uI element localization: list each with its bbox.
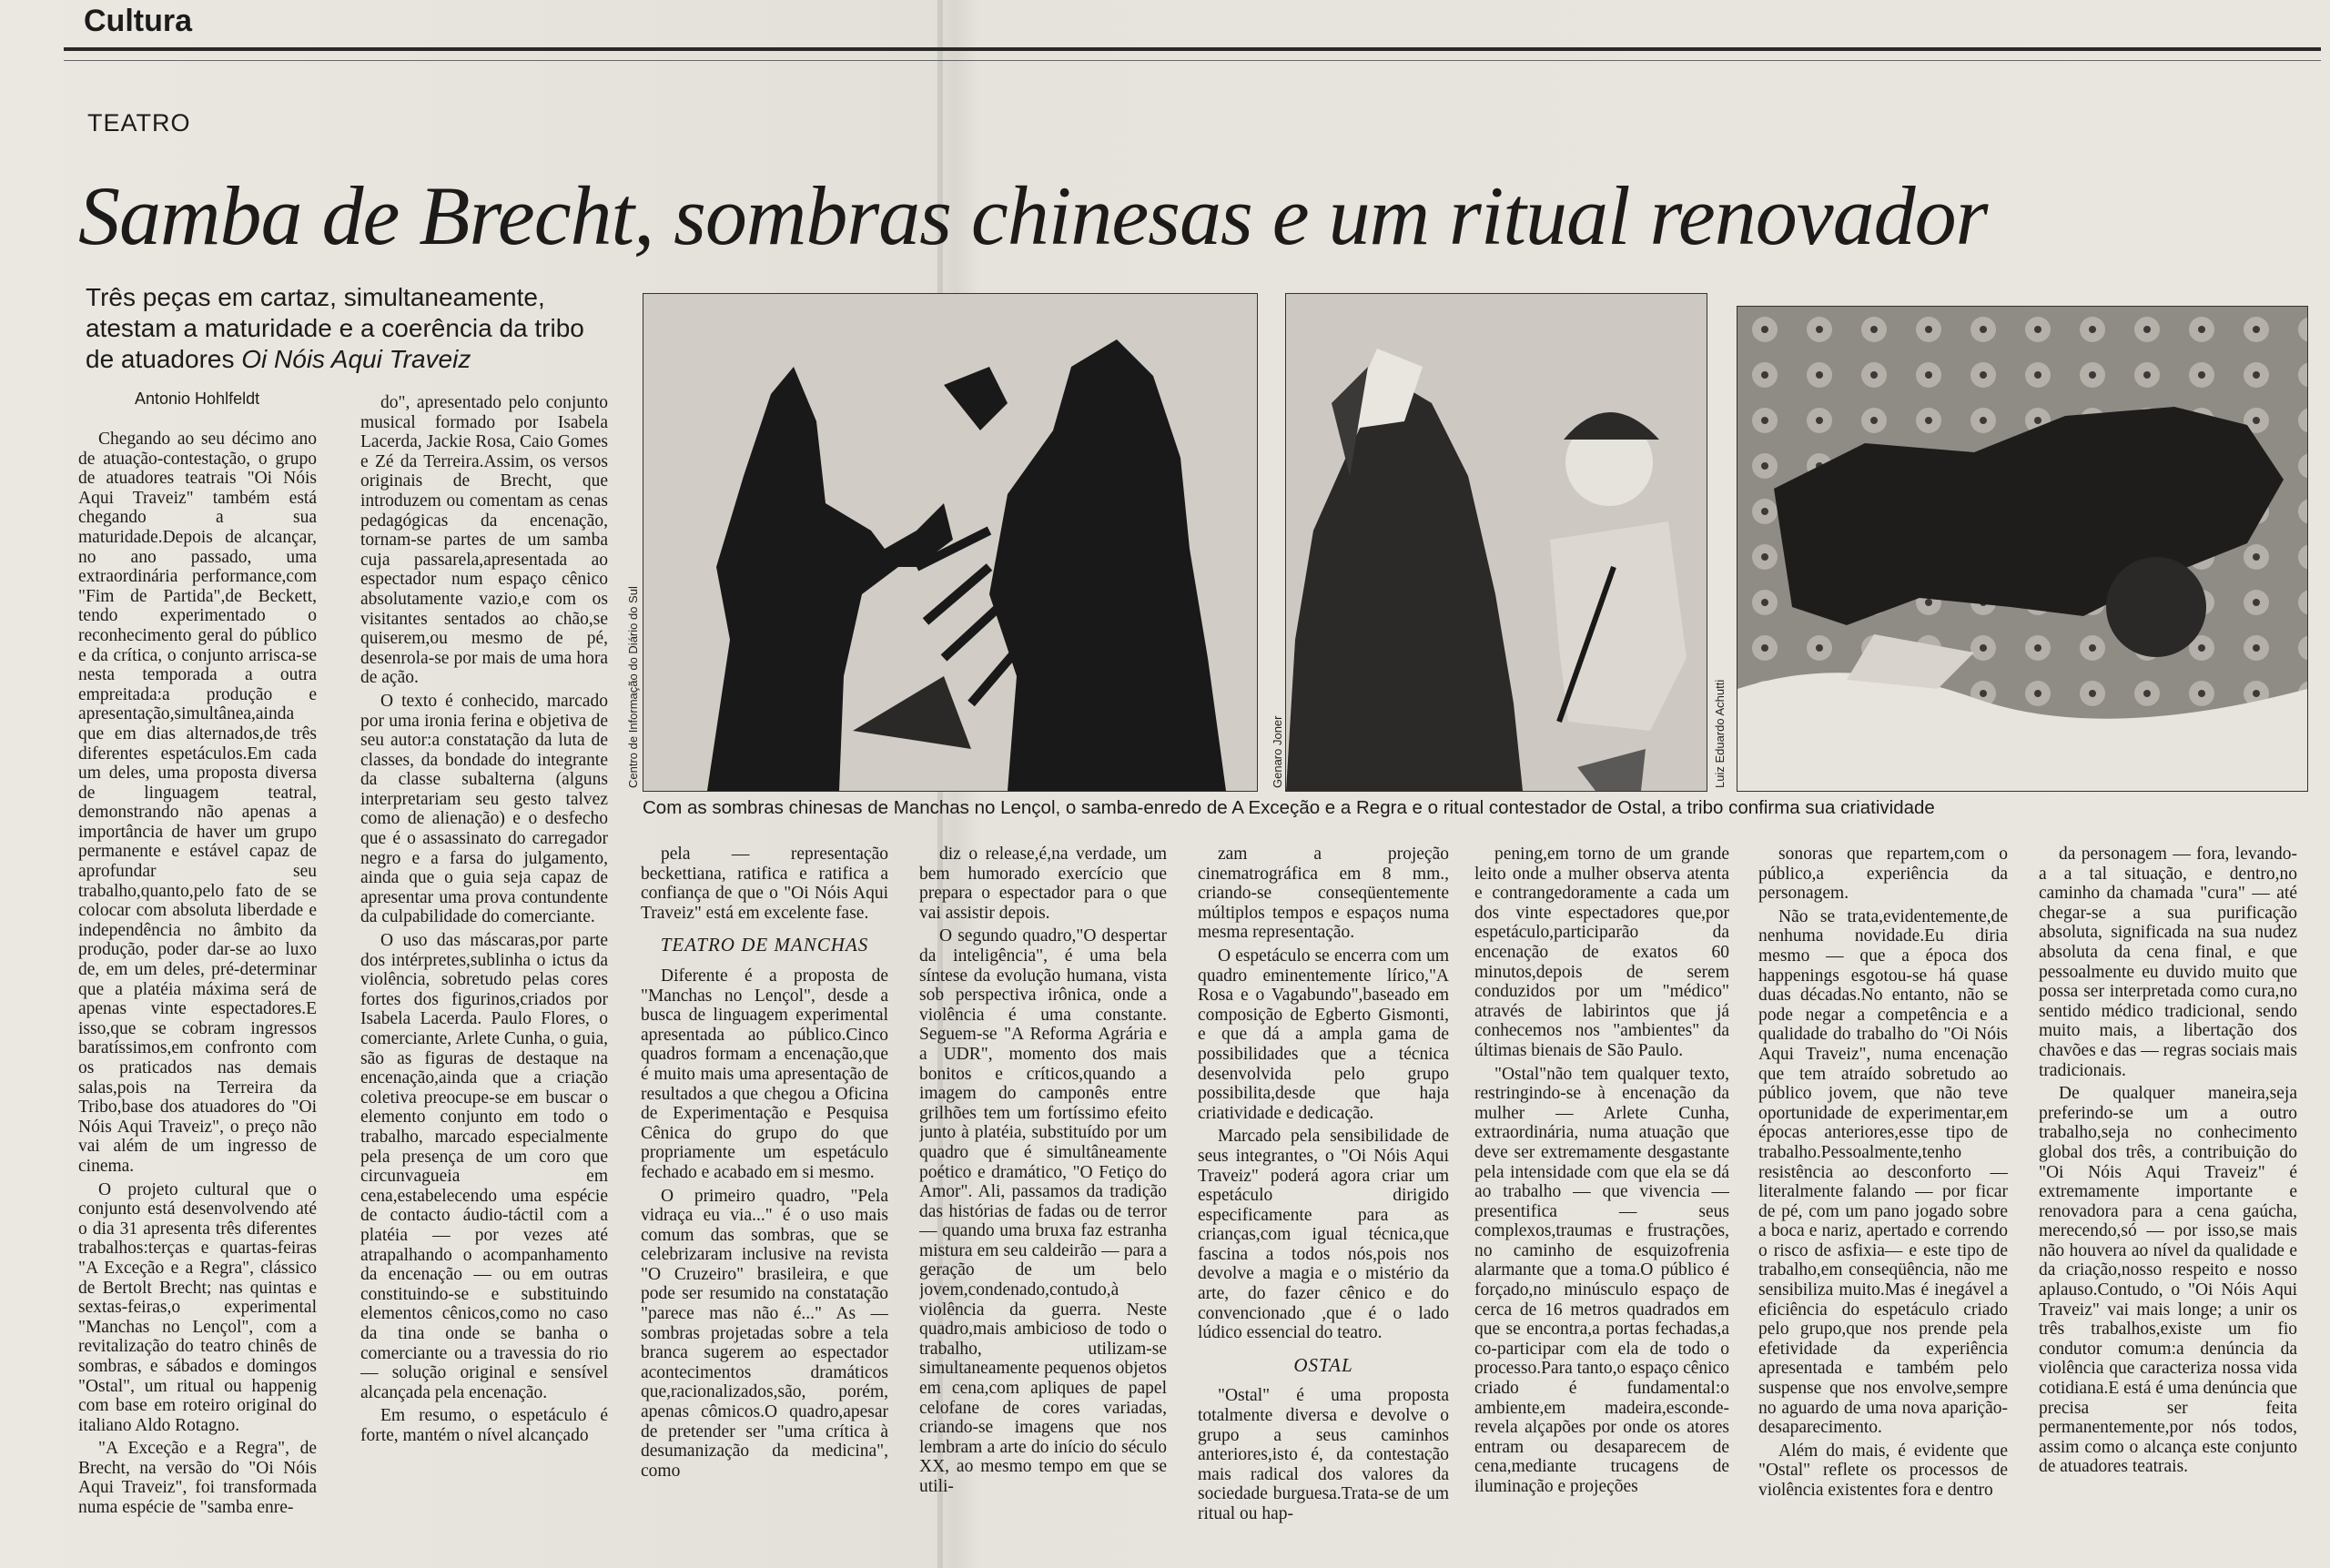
- byline: Antonio Hohlfeldt: [135, 389, 260, 408]
- article-column-4: [919, 845, 1167, 1565]
- article-column-5: [1198, 845, 1449, 1565]
- header-rule-thin: [64, 60, 2321, 61]
- paragraph: "A Exceção e a Regra", de Brecht, na versão do "Oi Nóis Aqui Traveiz", foi transformada numa espécie de "samba enre-: [78, 1439, 317, 1518]
- paragraph: O uso das máscaras,por parte dos intérpretes,sublinha o ictus da violência, sobretudo pelas cores fortes dos figurinos,criados por Isabela Lacerda. Paulo Flores, o comerciante, Arlete Cunha, o guia, são as figuras de destaque na encenação,ainda que a criação coletiva preocupe-se em buscar o elemento conjunto em todo o trabalho, marcado especialmente pela presença de um coro que circunvagueia em cena,estabelecendo uma espécie de contacto áudio-táctil com a platéia — por vezes até atrapalhando o acompanhamento da encenação — ou em outras constituindo-se e substituindo elementos cênicos,como no caso da tina onde se banha o comerciante ou a travessia do rio — solução original e sensível alcançada pela encenação.: [360, 931, 608, 1402]
- article-column-7: [1758, 845, 2008, 1565]
- paragraph: da personagem — fora, levando-a a tal situação, e dentro,no caminho da chamada "cura" — até chegar-se a sua purificação absoluta, significada na sua nudez absoluta da cena final, e que pessoalmente eu duvido muito que possa ser interpretada como cura,no sentido médico tradicional, sendo muito mais, a libertação dos chavões e das — regras sociais mais tradicionais.: [2039, 845, 2297, 1080]
- section-label: Cultura: [84, 4, 192, 38]
- paragraph: O projeto cultural que o conjunto está desenvolvendo até o dia 31 apresenta três diferentes trabalhos:terças e quartas-feiras "A Exceção e a Regra", clássico de Bertolt Brecht; nas quintas e sextas-feiras,o experimental "Manchas no Lençol", com a revitalização do teatro chinês de sombras, e sábados e domingos "Ostal", um ritual ou happenig com base em roteiro original do italiano Aldo Rotagno.: [78, 1179, 317, 1435]
- paragraph: Diferente é a proposta de "Manchas no Lençol", desde a busca de linguagem experimental apresentada ao público.Cinco quadros formam a encenação,que é muito mais uma apresentação de resultados a que chegou a Oficina de Experimentação e Pesquisa Cênica do grupo do que propriamente um espetáculo fechado e acabado em si mesmo.: [641, 966, 888, 1182]
- kicker: TEATRO: [87, 109, 191, 137]
- headline: Samba de Brecht, sombras chinesas e um ritual renovador: [78, 169, 1988, 262]
- article-column-2: [360, 393, 608, 1567]
- paragraph: sonoras que repartem,com o público,a experiência da personagem.: [1758, 845, 2008, 904]
- photo-caption: Com as sombras chinesas de Manchas no Lençol, o samba-enredo de A Exceção e a Regra e o ritual contestador de Ostal, a tribo confirma sua criatividade: [643, 797, 1935, 818]
- paragraph: O primeiro quadro, "Pela vidraça eu via..." é o uso mais comum das sombras, que se celebrizaram inclusive na revista "O Cruzeiro" brasileira, e que pode ser resumido na constatação "parece mas não é..." As — sombras projetadas sobre a tela branca sugerem ao espectador acontecimentos dramáticos que,racionalizados,são, porém, apenas cômicos.O quadro,apesar de pretender ser "uma crítica à desumanização da medicina", como: [641, 1186, 888, 1481]
- paragraph: pela — representação beckettiana, ratifica e ratifica a confiança de que o "Oi Nóis Aqui Traveiz" está em excelente fase.: [641, 845, 888, 923]
- article-column-8: [2039, 845, 2297, 1565]
- paragraph: "Ostal" é uma proposta totalmente diversa e devolve o grupo a seus caminhos anteriores,isto é, da contestação mais radical dos valores da sociedade burguesa.Trata-se de um ritual ou hap-: [1198, 1386, 1449, 1523]
- paragraph: zam a projeção cinematrográfica em 8 mm., criando-se conseqüentemente múltiplos tempos e espaços numa mesma representação.: [1198, 845, 1449, 943]
- deck-text: Três peças em cartaz, simultaneamente, atestam a maturidade e a coerência da tribo de atuadores: [86, 283, 584, 373]
- photo-a-excecao-e-a-regra: [1285, 293, 1707, 792]
- photo-ostal: [1737, 306, 2308, 792]
- paragraph: Além do mais, é evidente que "Ostal" reflete os processos de violência existentes fora e dentro: [1758, 1441, 2008, 1500]
- paragraph: Chegando ao seu décimo ano de atuação-contestação, o grupo de atuadores teatrais "Oi Nóis Aqui Traveiz" também está chegando a sua maturidade.Depois de alcançar, no ano passado, uma extraordinária performance,com "Fim de Partida",de Beckett, tendo experimentado o reconhecimento geral do público e da crítica, o conjunto arrisca-se nesta temporada a outra empreitada:a produção e apresentação,simultânea,ainda que em dias alternados,de três diferentes espetáculos.Em cada um deles, uma proposta diversa de linguagem teatral, demonstrando não apenas a importância de haver um grupo permanente e estável capaz de aprofundar seu trabalho,quanto,pelo fato de se colocar com absoluta liberdade e independência no âmbito da produção, poder dar-se ao luxo de, em um deles, pré-determinar que a platéia máxima será de apenas vinte espectadores.E isso,que se cobram ingressos baratíssimos,em confronto com os praticados nas demais salas,pois na Terreira da Tribo,base dos atuadores do "Oi Nóis Aqui Traveiz", o preço não vai além de um ingresso de cinema.: [78, 430, 317, 1176]
- paragraph: "Ostal"não tem qualquer texto, restringindo-se à encenação da mulher — Arlete Cunha, extraordinária, numa atuação que deve ser extremamente desgastante pela intensidade com que ela se dá ao trabalho — que vivencia — presentifica — seus complexos,traumas e frustrações, no caminho de esquizofrenia alarmante que a toma.O público é forçado,no minúsculo espaço de cerca de 16 metros quadrados em que se encontra,a portas fechadas,a co-participar com ela de todo o processo.Para tanto,o espaço cênico criado é fundamental:o ambiente,em madeira,esconde-revela alçapões por onde os atores entram ou desaparecem de cena,mediante trucagens de iluminação e projeções: [1474, 1064, 1729, 1496]
- paragraph: O segundo quadro,"O despertar da inteligência", é uma bela síntese da evolução humana, vista sob perspectiva irônica, onde a violência é uma constante. Seguem-se "A Reforma Agrária e a UDR", momento dos mais bonitos e críticos,quando a imagem do camponês entre grilhões tem um fortíssimo efeito junto à platéia, substituído por um quadro que é simultâneamente poético e dramático, "O Fetiço do Amor". Ali, passamos da tradição das histórias de fadas ou de terror — quando uma bruxa faz estranha mistura em seu caldeirão — para a geração de um belo jovem,condenado,contudo,à violência da guerra. Neste quadro,mais ambicioso de todo o trabalho, utilizam-se simultaneamente pequenos objetos em cena,com apliques de papel celofane de cores variadas, criando-se imagens que nos lembram a arte do início do século XX, ao mesmo tempo em que se utili-: [919, 926, 1167, 1496]
- photo-manchas-no-lencol: [643, 293, 1258, 792]
- paragraph: O espetáculo se encerra com um quadro eminentemente lírico,"A Rosa e o Vagabundo",baseado em composição de Egberto Gismonti, e que dá a ampla gama de possibilidades que a técnica desenvolvida pelo grupo possibilita,desde que haja criatividade e dedicação.: [1198, 946, 1449, 1123]
- article-column-6: [1474, 845, 1729, 1565]
- deck: [86, 282, 613, 375]
- paragraph: Marcado pela sensibilidade de seus integrantes, o "Oi Nóis Aqui Traveiz" poderá agora criar um espetáculo dirigido especificamente para as crianças,com igual técnica,que fascina a todos nós,pois nos devolve a magia e o mistério da arte, do fazer cênico e do convencionado ,que é o lado lúdico essencial do teatro.: [1198, 1127, 1449, 1343]
- paragraph: De qualquer maneira,seja preferindo-se um a outro trabalho,seja no conhecimento global dos três, a contribuição do "Oi Nóis Aqui Traveiz" é extremamente importante e renovadora para a cena gaúcha, merecendo,só — por isso,se mais não houvera ao nível da qualidade e da criação,nosso respeito e nosso aplauso.Contudo, o "Oi Nóis Aqui Traveiz" vai mais longe; a unir os três trabalhos,existe um fio condutor comum:a denúncia da violência que caracteriza nossa vida cotidiana.E está é uma denúncia que precisa ser feita permanentemente,por nós todos, assim como o alcança este conjunto de atuadores teatrais.: [2039, 1084, 2297, 1477]
- photo-credit-1: Centro de Informação do Diário do Sul: [626, 586, 640, 788]
- article-column-3: [641, 845, 888, 1565]
- paragraph: pening,em torno de um grande leito onde a mulher observa atenta e contrangedoramente a cada um dos vinte espectadores que,por espetáculo,participarão da encenação de exatos 60 minutos,depois de serem conduzidos por um "médico" através de labirintos que já conhecemos nos "ambientes" da últimas bienais de São Paulo.: [1474, 845, 1729, 1060]
- paragraph: O texto é conhecido, marcado por uma ironia ferina e objetiva de seu autor:a constatação da luta de classes, da bondade do integrante da classe subalterna (alguns interpretariam seu gesto talvez como de alienação) e o desfecho que é o assassinato do carregador negro e a farsa do julgamento, ainda que o guia seja capaz de apresentar uma prova contundente da culpabilidade do comerciante.: [360, 691, 608, 927]
- subhead-teatro-de-manchas: TEATRO DE MANCHAS: [660, 934, 869, 956]
- photo-credit-2: Genaro Joner: [1271, 715, 1284, 788]
- paragraph: Em resumo, o espetáculo é forte, mantém o nível alcançado: [360, 1406, 608, 1445]
- subhead-ostal: OSTAL: [1293, 1353, 1353, 1376]
- paragraph: diz o release,é,na verdade, um bem humorado exercício que prepara o espectador para o que vai assistir depois.: [919, 845, 1167, 923]
- paragraph: Não se trata,evidentemente,de nenhuma novidade.Eu diria mesmo — que a época dos happenings esgotou-se há quase duas décadas.No entanto, não se pode negar a competência e a qualidade do trabalho do "Oi Nóis Aqui Traveiz", numa encenação que tem atraído sobretudo ao público jovem, que não teve oportunidade de experimentar,em épocas anteriores,esse tipo de trabalho.Pessoalmente,tenho resistência ao desconforto — literalmente falando — por ficar de pé, com um pano jogado sobre a boca e nariz, apertado e correndo o risco de asfixia— e este tipo de trabalho,em conseqüência, não me sensibiliza muito.Mas é inegável a eficiência do espetáculo criado pelo grupo,que nos prende pela efetividade da experiência apresentada e também pelo suspense que nos envolve,sempre no aguardo de uma nova aparição-desaparecimento.: [1758, 906, 2008, 1438]
- paragraph: do", apresentado pelo conjunto musical formado por Isabela Lacerda, Jackie Rosa, Caio Gomes e Zé da Terreira.Assim, os versos originais de Brecht, que introduzem ou comentam as cenas pedagógicas da encenação, tornam-se partes de um samba cuja passarela,apresentada ao espectador num espaço cênico absolutamente vazio,e com os visitantes sentados ao chão,se quiserem,ou mesmo de pé, desenrola-se por mais de uma hora de ação.: [360, 393, 608, 688]
- photo-credit-3: Luiz Eduardo Achutti: [1713, 679, 1727, 788]
- article-column-1: [78, 430, 317, 1565]
- deck-group-name: Oi Nóis Aqui Traveiz: [241, 345, 471, 373]
- header-rule: [64, 47, 2321, 51]
